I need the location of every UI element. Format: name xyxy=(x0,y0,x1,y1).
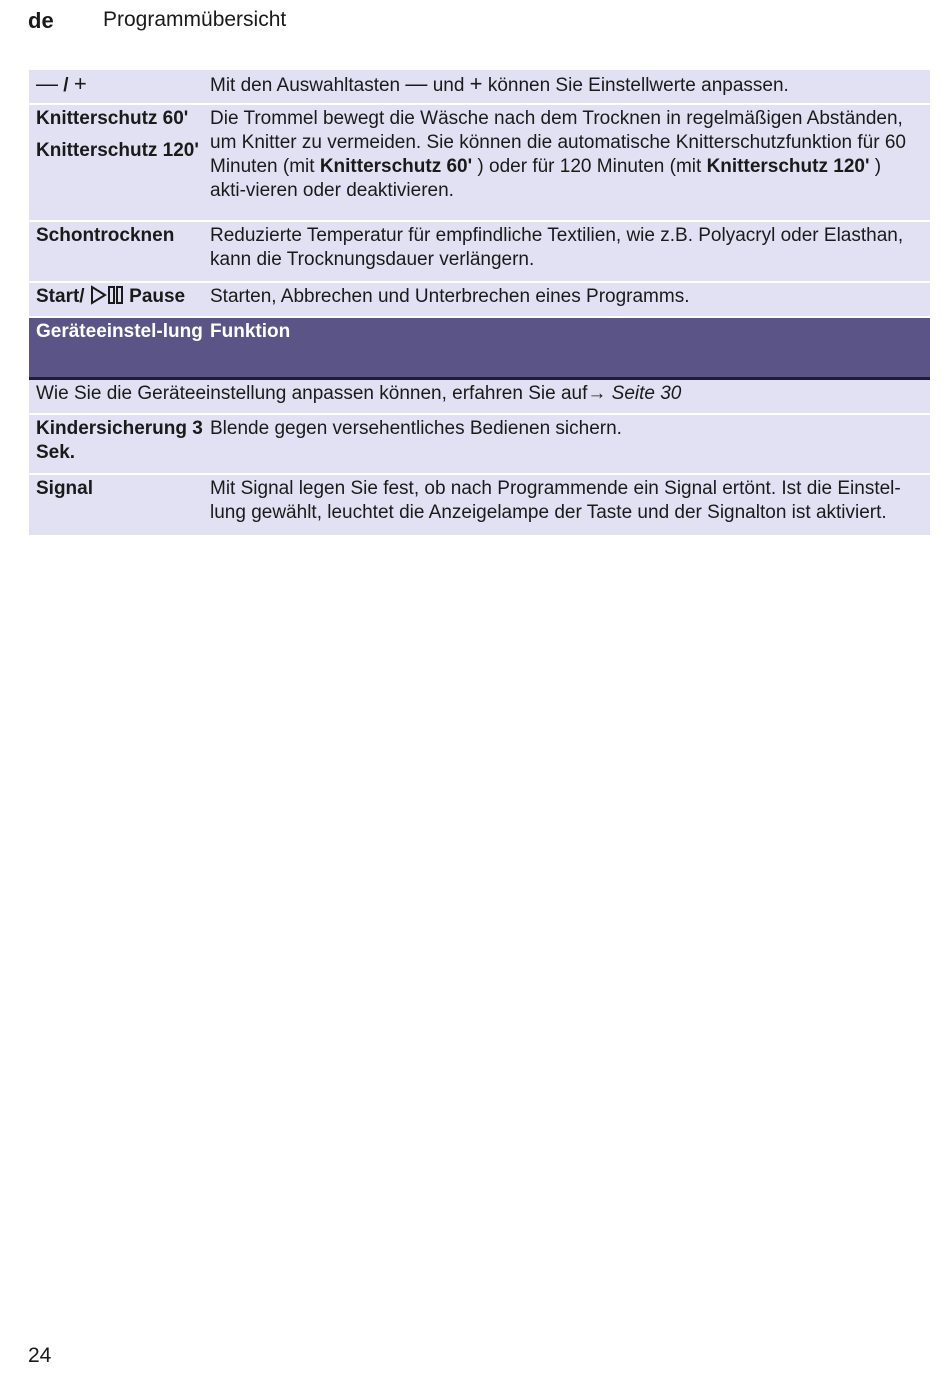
page-number: 24 xyxy=(28,1344,52,1367)
row-label: Signal xyxy=(36,478,94,499)
row-label xyxy=(29,70,203,103)
section-header xyxy=(29,318,930,380)
desc-text: ) oder für 120 Minuten (mit xyxy=(477,156,702,177)
desc-text: Die Trommel bewegt die Wäsche nach dem Trocknen in regelmäßigen Abständen, um Knitter zu vermeiden. Sie können die automatische Knitterschutzfunktion für 60 Minuten (mit xyxy=(210,108,906,177)
row-description xyxy=(203,105,930,220)
note-row xyxy=(29,380,930,415)
note-text xyxy=(29,380,930,413)
desc-text: können Sie Einstellwerte anpassen. xyxy=(487,75,789,96)
desc-text: ) akti-vieren oder deaktivieren. xyxy=(210,156,882,201)
row-label xyxy=(29,283,203,316)
desc-bold: Knitterschutz 120' xyxy=(706,156,870,177)
minus-icon: — xyxy=(405,71,428,96)
row-label xyxy=(29,105,203,220)
note-body: Wie Sie die Geräteeinstellung anpassen können, erfahren Sie auf xyxy=(36,383,588,404)
page-reference-link[interactable]: Seite 30 xyxy=(611,383,682,404)
label-knitterschutz-60: Knitterschutz 60' xyxy=(36,108,189,129)
desc-text: und xyxy=(432,75,465,96)
row-label: Kindersicherung 3 Sek. xyxy=(36,418,203,463)
table-row xyxy=(29,475,930,535)
arrow-icon: → xyxy=(587,383,607,404)
table-row xyxy=(29,222,930,283)
start-pause-icon xyxy=(90,285,124,305)
label-start: Start/ xyxy=(36,286,85,307)
table-row xyxy=(29,415,930,475)
label-pause: Pause xyxy=(129,286,186,307)
table-row xyxy=(29,105,930,222)
row-description: Mit Signal legen Sie fest, ob nach Programmende ein Signal ertönt. Ist die Einstel-lung gewählt, leuchtet die Anzeigelampe der Taste und der Signalton ist aktiviert. xyxy=(210,478,901,523)
plus-icon: + xyxy=(73,71,87,96)
desc-bold: Knitterschutz 60' xyxy=(319,156,473,177)
table-row xyxy=(29,70,930,105)
page-title: Programmübersicht xyxy=(103,8,287,31)
desc-text: Mit den Auswahltasten xyxy=(210,75,401,96)
minus-icon: — xyxy=(36,71,58,96)
row-description xyxy=(203,70,930,103)
slash-text: / xyxy=(63,75,69,96)
section-header-col1: Geräteeinstel-lung xyxy=(36,321,203,342)
section-header-col2: Funktion xyxy=(210,321,291,342)
language-code: de xyxy=(28,8,54,33)
plus-icon: + xyxy=(469,71,483,96)
program-table xyxy=(29,70,930,535)
table-row xyxy=(29,283,930,318)
row-description: Starten, Abbrechen und Unterbrechen eines Programms. xyxy=(210,286,690,307)
label-knitterschutz-120: Knitterschutz 120' xyxy=(36,140,199,161)
row-label: Schontrocknen xyxy=(36,225,175,246)
row-description: Reduzierte Temperatur für empfindliche Textilien, wie z.B. Polyacryl oder Elasthan, kann die Trocknungsdauer verlängern. xyxy=(210,225,904,270)
row-description: Blende gegen versehentliches Bedienen sichern. xyxy=(210,418,622,439)
